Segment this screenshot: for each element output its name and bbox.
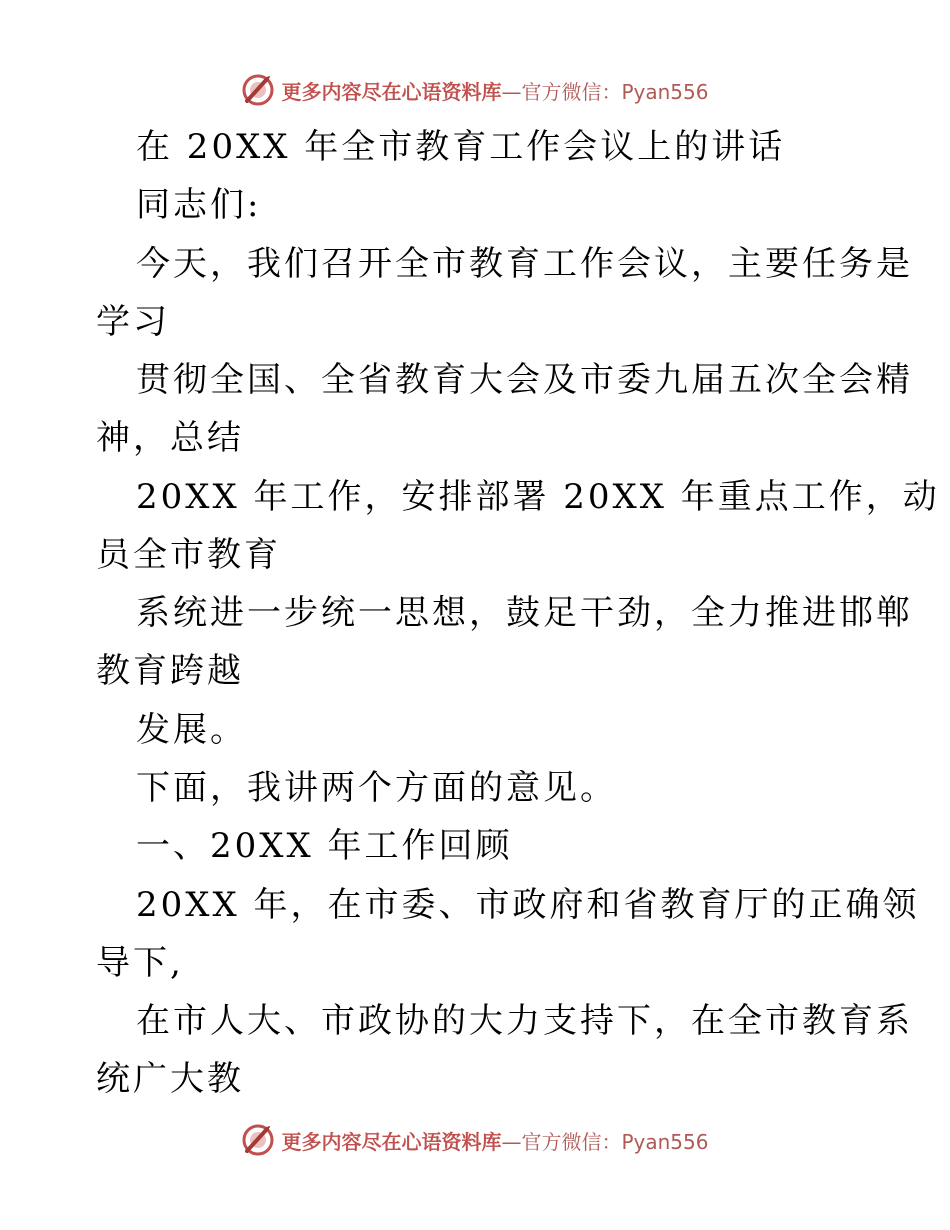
paragraph-line: 员全市教育 xyxy=(96,535,281,575)
paragraph-line: 发展。 xyxy=(136,710,247,750)
paragraph-line: 今天，我们召开全市教育工作会议，主要任务是 xyxy=(136,244,913,284)
header-banner-text xyxy=(281,76,708,105)
footer-banner-text xyxy=(281,1126,708,1155)
brush-seal-logo-icon xyxy=(241,73,275,107)
paragraph-line: 贯彻全国、全省教育大会及市委九届五次全会精 xyxy=(136,360,913,400)
paragraph-line: 20XX 年工作，安排部署 20XX 年重点工作，动 xyxy=(136,477,940,517)
paragraph-line: 20XX 年，在市委、市政府和省教育厅的正确领 xyxy=(136,885,920,925)
paragraph-line: 下面，我讲两个方面的意见。 xyxy=(136,768,617,808)
section-heading: 一、20XX 年工作回顾 xyxy=(136,826,513,866)
paragraph-line: 教育跨越 xyxy=(96,651,244,691)
paragraph-line: 系统进一步统一思想，鼓足干劲，全力推进邯郸 xyxy=(136,593,913,633)
paragraph-line: 在市人大、市政协的大力支持下，在全市教育系 xyxy=(136,1001,913,1041)
footer-banner xyxy=(0,1118,950,1162)
footer-site-text: 更多内容尽在心语资料库 xyxy=(281,1129,502,1154)
paragraph-line: 导下, xyxy=(96,943,184,983)
footer-contact-text: —官方微信：Pyan556 xyxy=(501,1129,709,1154)
header-site-text: 更多内容尽在心语资料库 xyxy=(281,79,502,104)
header-banner xyxy=(0,68,950,112)
paragraph-line: 神，总结 xyxy=(96,418,244,458)
header-contact-text: —官方微信：Pyan556 xyxy=(501,79,709,104)
document-title: 在 20XX 年全市教育工作会议上的讲话 xyxy=(136,127,786,167)
paragraph-line: 统广大教 xyxy=(96,1059,244,1099)
paragraph-line: 学习 xyxy=(96,302,170,342)
salutation: 同志们: xyxy=(136,185,262,225)
brush-seal-logo-icon xyxy=(241,1123,275,1157)
